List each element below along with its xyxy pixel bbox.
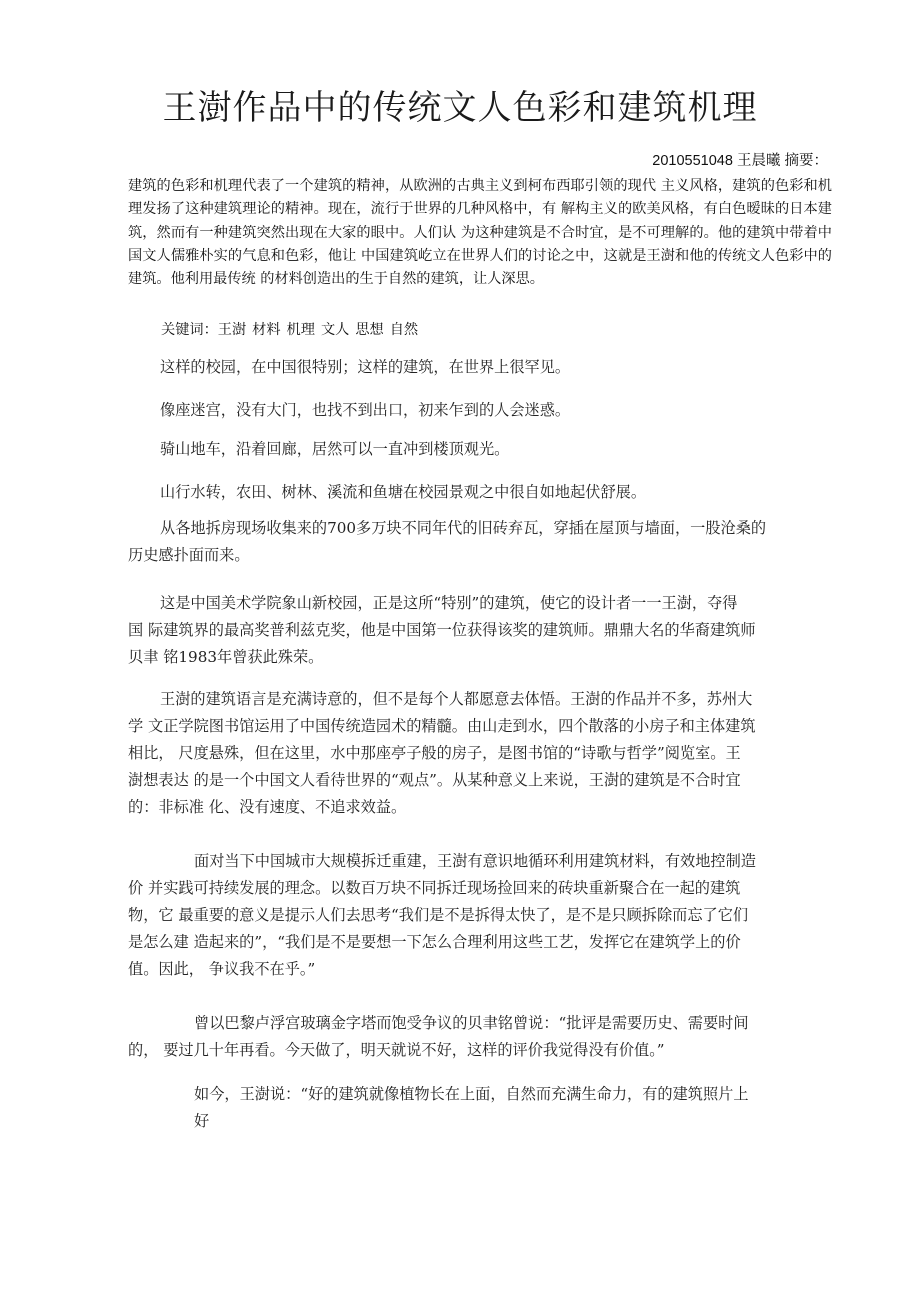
author-line: 2010551048 王晨曦 摘要： [652,153,828,169]
keyword: 材料 [252,322,281,338]
paragraph-line: 物，它 最重要的意义是提示人们去思考“我们是不是拆得太快了，是不是只顾拆除而忘了它们 [128,906,749,924]
paragraph-line: 国 际建筑界的最高奖普利兹克奖，他是中国第一位获得该奖的建筑师。鼎鼎大名的华裔建筑师 [128,621,756,639]
paragraph-line: 的：非标准 化、没有速度、不追求效益。 [128,798,407,816]
body-paragraph [128,590,818,671]
paragraph-line: 相比， 尺度悬殊，但在这里，水中那座亭子般的房子，是图书馆的“诗歌与哲学”阅览室。王 [128,744,741,762]
paragraph-line: 山行水转，农田、树林、溪流和鱼塘在校园景观之中很自如地起伏舒展。 [160,483,646,501]
paragraph-line: 面对当下中国城市大规模拆迁重建，王澍有意识地循环利用建筑材料，有效地控制造 [194,852,756,870]
keywords-line [161,319,424,339]
body-paragraph [128,515,818,569]
body-paragraph [160,479,820,506]
keyword: 机理 [286,322,315,338]
paragraph-line: 王澍的建筑语言是充满诗意的，但不是每个人都愿意去体悟。王澍的作品并不多，苏州大 [160,690,753,708]
paragraph-line: 价 并实践可持续发展的理念。以数百万块不同拆迁现场捡回来的砖块重新聚合在一起的建筑 [128,879,741,897]
body-paragraph [194,1081,818,1135]
keyword: 自然 [389,322,419,338]
keywords-label: 关键词： [161,322,218,338]
paragraph-line: 像座迷宫，没有大门，也找不到出口，初来乍到的人会迷惑。 [160,401,571,419]
body-paragraph [160,354,820,381]
paragraph-line: 学 文正学院图书馆运用了中国传统造园术的精髓。由山走到水，四个散落的小房子和主体建筑 [128,717,756,735]
paragraph-line: 好 [194,1112,210,1130]
paragraph-line: 如今，王澍说：“好的建筑就像植物长在上面，自然而充满生命力，有的建筑照片上 [194,1085,749,1103]
paragraph-line: 这样的校园，在中国很特别；这样的建筑，在世界上很罕见。 [160,358,571,376]
body-paragraph [160,436,820,463]
paragraph-line: 是怎么建 造起来的”，“我们是不是要想一下怎么合理利用这些工艺，发挥它在建筑学上的价 [128,933,741,951]
paragraph-line: 贝聿 铭1983年曾获此殊荣。 [128,648,324,666]
document-title: 王澍作品中的传统文人色彩和建筑机理 [162,88,758,128]
paragraph-line: 这是中国美术学院象山新校园，正是这所“特别”的建筑，使它的设计者一一王澍，夺得 [160,594,738,612]
keyword: 王澍 [217,322,247,338]
paragraph-line: 的， 要过几十年再看。今天做了，明天就说不好，这样的评价我觉得没有价值。” [128,1041,665,1059]
body-paragraph [160,397,820,424]
abstract-text: 建筑的色彩和机理代表了一个建筑的精神，从欧洲的古典主义到柯布西耶引领的现代 主义风格，建筑的色彩和机理发扬了这种建筑理论的精神。现在，流行于世界的几种风格中，有 解构主义的欧美风格，有白色暧昧的日本建筑，然而有一种建筑突然出现在大家的眼中。人们认 为这种建筑是不合时宜，是不可理解的。他的建筑中带着中国文人儒雅朴实的气息和色彩，他让 中国建筑屹立在世界人们的讨论之中，这就是王澍和他的传统文人色彩中的建筑。他利用最传统 的材料创造出的生于自然的建筑，让人深思。 [128,178,832,288]
body-paragraph [128,848,818,983]
paragraph-line: 从各地拆房现场收集来的700多万块不同年代的旧砖弃瓦，穿插在屋顶与墙面，一股沧桑的 [160,519,767,537]
keyword: 文人 [320,322,350,338]
body-paragraph [128,1010,818,1064]
body-paragraph [128,686,818,821]
paragraph-line: 历史感扑面而来。 [128,546,250,564]
paragraph-line: 曾以巴黎卢浮宫玻璃金字塔而饱受争议的贝聿铭曾说：“批评是需要历史、需要时间 [194,1014,749,1032]
paragraph-line: 骑山地车，沿着回廊，居然可以一直冲到楼顶观光。 [160,440,510,458]
keyword: 思想 [355,322,384,338]
paragraph-line: 值。因此， 争议我不在乎。” [128,960,316,978]
paragraph-line: 澍想表达 的是一个中国文人看待世界的“观点”。从某种意义上来说，王澍的建筑是不合时宜 [128,771,741,789]
